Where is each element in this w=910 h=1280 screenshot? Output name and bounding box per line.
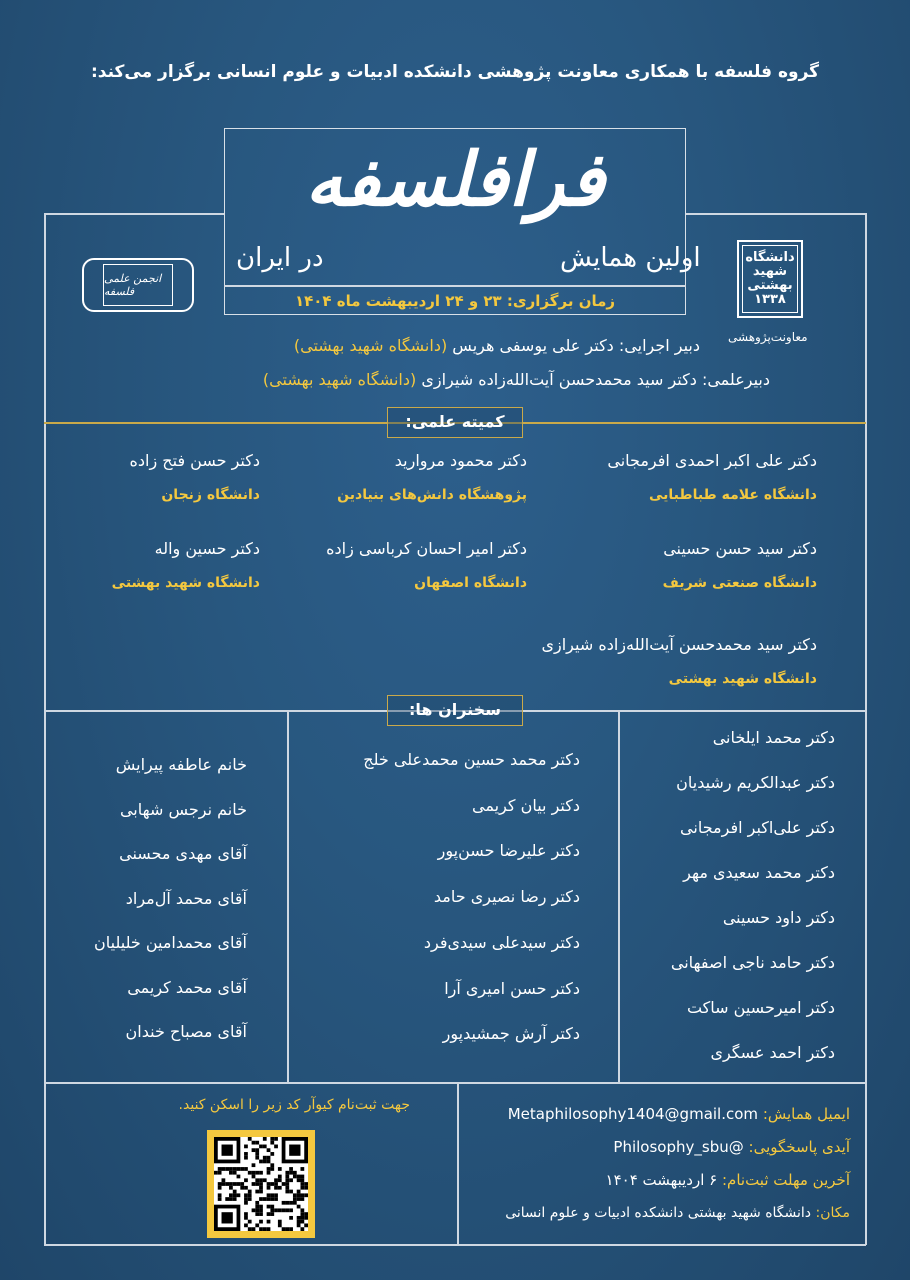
member-name: دکتر امیر احسان کرباسی زاده <box>326 539 527 558</box>
scientific-affiliation: (دانشگاه شهید بهشتی) <box>262 370 417 389</box>
frame-line <box>44 1244 866 1246</box>
member-affiliation: دانشگاه شهید بهشتی <box>668 671 817 687</box>
divider <box>618 710 620 1082</box>
speaker-name: خانم عاطفه پیرایش <box>115 755 247 774</box>
frame-line <box>44 213 46 1245</box>
member-name: دکتر حسین واله <box>154 539 260 558</box>
speaker-name: آقای مصباح خندان <box>125 1022 247 1041</box>
venue <box>505 1205 850 1221</box>
speaker-name: آقای محمدامین خلیلیان <box>94 933 247 952</box>
speaker-name: دکتر آرش جمشیدپور <box>442 1024 580 1044</box>
venue-value: دانشگاه شهید بهشتی دانشکده ادبیات و علوم انسانی <box>505 1205 812 1221</box>
member-affiliation: دانشگاه شهید بهشتی <box>111 575 260 591</box>
member-name: دکتر سید محمدحسن آیت‌الله‌زاده شیرازی <box>541 635 817 654</box>
speaker-name: آقای محمد کریمی <box>127 977 247 997</box>
member-name: دکتر سید حسن حسینی <box>663 539 817 558</box>
divider <box>457 1082 459 1245</box>
executive-secretary <box>294 336 700 355</box>
speaker-name: دکتر احمد عسگری <box>710 1043 835 1062</box>
email-link[interactable]: Metaphilosophy1404@gmail.com <box>507 1105 759 1123</box>
speaker-name: آقای محمد آل‌مراد <box>125 888 247 908</box>
speaker-name: دکتر علیرضا حسن‌پور <box>437 841 580 861</box>
deadline-label: آخرین مهلت ثبت‌نام: <box>721 1171 850 1189</box>
association-logo <box>82 258 194 312</box>
speaker-name: دکتر حامد ناجی اصفهانی <box>670 953 835 972</box>
committee-heading: کمیته علمی: <box>387 407 523 438</box>
contact-id <box>613 1138 850 1156</box>
speaker-name: دکتر حسن امیری آرا <box>444 978 580 998</box>
email-label: ایمیل همایش: <box>762 1105 850 1123</box>
speaker-name: دکتر محمد حسین محمدعلی خلج <box>363 750 580 769</box>
title-prefix: اولین همایش <box>560 243 701 273</box>
speaker-name: دکتر عبدالکریم رشیدیان <box>676 773 835 792</box>
title-suffix: در ایران <box>236 243 324 273</box>
member-name: دکتر محمود مروارید <box>394 451 527 470</box>
venue-label: مکان: <box>815 1205 850 1221</box>
member-affiliation: پژوهشگاه دانش‌های بنیادین <box>337 487 527 503</box>
intro-text: گروه فلسفه با همکاری معاونت پژوهشی دانشکده ادبیات و علوم انسانی برگزار می‌کند: <box>90 62 820 82</box>
qr-caption: جهت ثبت‌نام کیوآر کد زیر را اسکن کنید. <box>178 1097 410 1113</box>
scientific-label: دبیرعلمی: دکتر سید محمدحسن آیت‌الله‌زاده شیرازی <box>421 370 770 389</box>
divider <box>287 710 289 1082</box>
id-label: آیدی پاسخگویی: <box>748 1138 850 1156</box>
contact-email <box>508 1105 850 1123</box>
association-logo-text: انجمن علمی فلسفه <box>103 264 173 306</box>
speaker-name: دکتر محمد ایلخانی <box>712 728 835 747</box>
speaker-name: خانم نرجس شهابی <box>119 799 247 819</box>
executive-affiliation: (دانشگاه شهید بهشتی) <box>293 336 448 355</box>
speaker-name: آقای مهدی محسنی <box>119 844 247 863</box>
member-name: دکتر علی اکبر احمدی افرمجانی <box>607 451 817 470</box>
university-logo-text: دانشگاه شهید بهشتی ۱۳۳۸ <box>742 245 798 313</box>
frame-line <box>865 213 867 1245</box>
event-date: زمان برگزاری: ۲۳ و ۲۴ اردیبهشت ماه ۱۴۰۴ <box>294 292 616 310</box>
university-logo <box>737 240 803 318</box>
speaker-name: دکتر رضا نصیری حامد <box>433 887 580 907</box>
id-value: @Philosophy_sbu <box>613 1138 744 1156</box>
member-affiliation: دانشگاه زنجان <box>161 487 260 503</box>
speaker-name: دکتر امیرحسین ساکت <box>686 998 835 1017</box>
divider <box>44 1082 866 1084</box>
scientific-secretary <box>263 370 770 389</box>
speaker-name: دکتر بیان کریمی <box>472 795 580 815</box>
executive-label: دبیر اجرایی: دکتر علی یوسفی هریس <box>452 336 700 355</box>
title-separator <box>224 285 686 287</box>
speaker-name: دکتر محمد سعیدی مهر <box>683 863 835 882</box>
registration-qr-code[interactable] <box>207 1130 315 1238</box>
registration-deadline <box>606 1171 850 1189</box>
speaker-name: دکتر سیدعلی سیدی‌فرد <box>423 932 580 952</box>
member-affiliation: دانشگاه صنعتی شریف <box>662 575 817 591</box>
main-title: فرافلسفه <box>305 137 605 223</box>
speakers-heading: سخنران ها: <box>387 695 523 726</box>
speaker-name: دکتر علی‌اکبر افرمجانی <box>680 818 835 837</box>
member-affiliation: دانشگاه علامه طباطبایی <box>649 487 817 503</box>
member-name: دکتر حسن فتح زاده <box>129 451 260 470</box>
speaker-name: دکتر داود حسینی <box>722 908 835 927</box>
university-caption: معاونت‌پژوهشی <box>728 330 808 344</box>
member-affiliation: دانشگاه اصفهان <box>414 575 527 591</box>
deadline-value: ۶ اردیبهشت ۱۴۰۴ <box>605 1171 718 1189</box>
